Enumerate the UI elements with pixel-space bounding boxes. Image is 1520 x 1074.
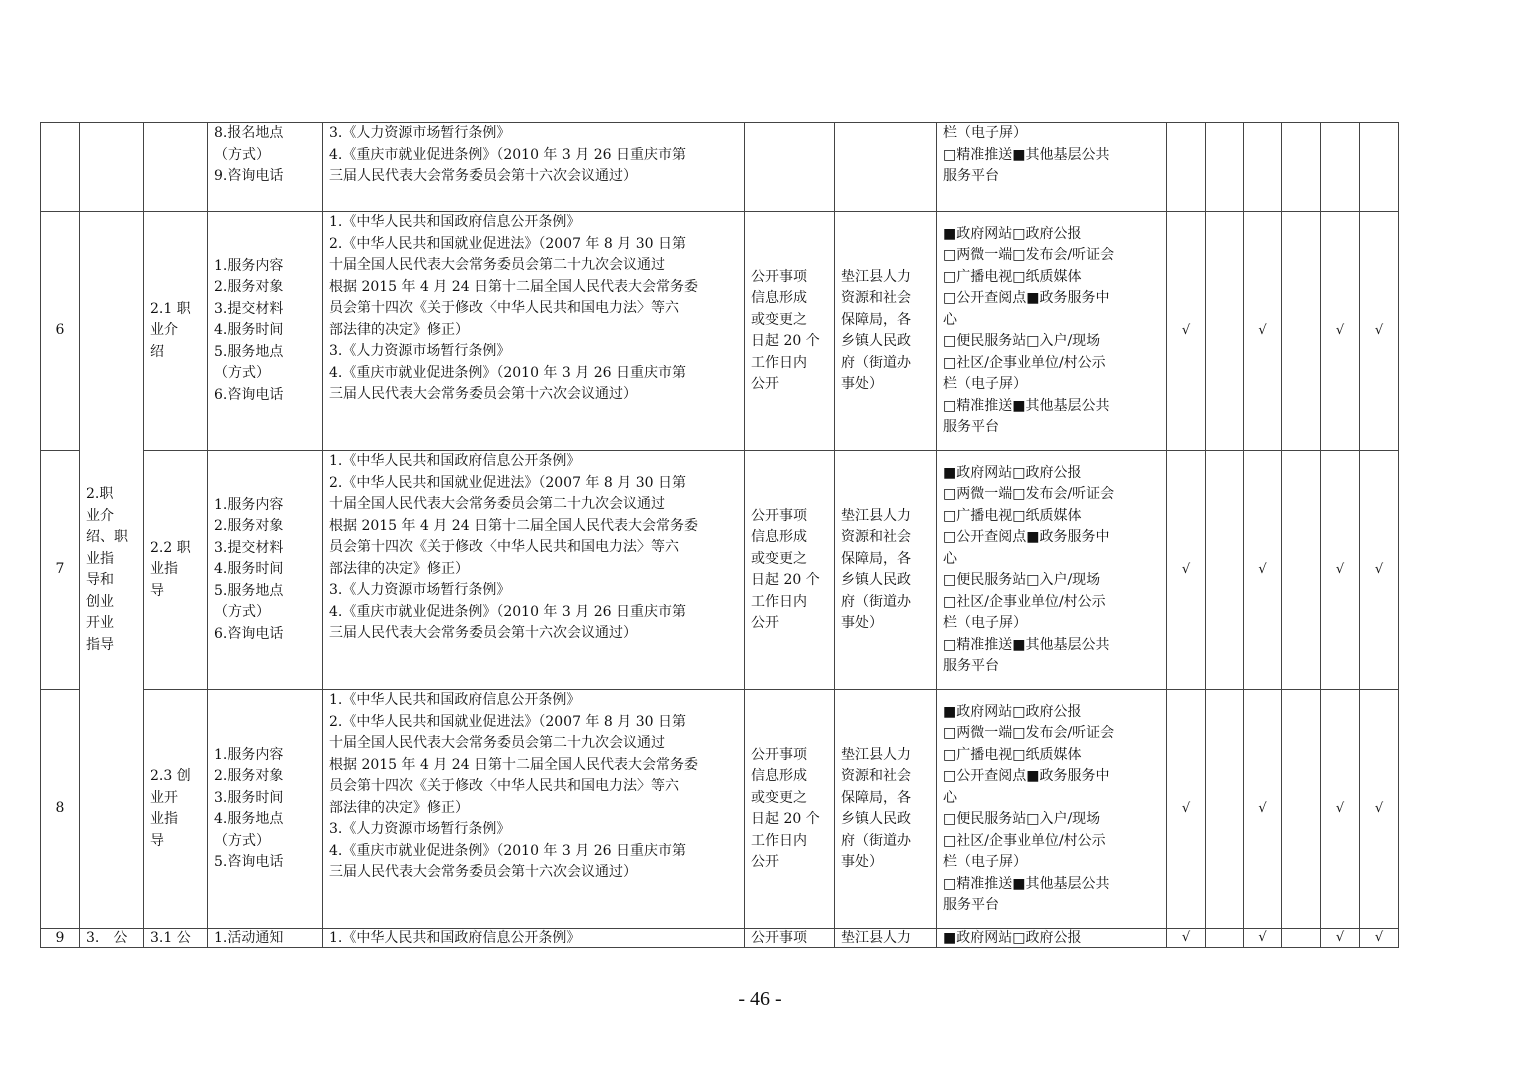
table-row [41, 451, 1399, 690]
row-number-cell [41, 123, 80, 212]
time-limit-cell: 公开事项 信息形成 或变更之 日起 20 个 工作日内 公开 [745, 690, 835, 929]
mark-cell [1282, 451, 1321, 690]
mark-cell: √ [1360, 451, 1399, 690]
mark-cell [1282, 929, 1321, 948]
mark-cell [1206, 451, 1244, 690]
subject-cell: 垫江县人力 资源和社会 保障局，各 乡镇人民政 府（街道办 事处） [835, 212, 937, 451]
mark-cell: √ [1321, 929, 1360, 948]
time-limit-cell: 公开事项 [745, 929, 835, 948]
time-limit-cell [745, 123, 835, 212]
mark-cell [1360, 123, 1399, 212]
mark-cell: √ [1244, 451, 1282, 690]
mark-cell: √ [1360, 929, 1399, 948]
subject-cell: 垫江县人力 资源和社会 保障局，各 乡镇人民政 府（街道办 事处） [835, 690, 937, 929]
category-cell [80, 123, 144, 212]
table-row [41, 123, 1399, 212]
mark-cell [1282, 123, 1321, 212]
mark-cell [1282, 690, 1321, 929]
basis-cell: 1.《中华人民共和国政府信息公开条例》 2.《中华人民共和国就业促进法》（2007 年 8 月 30 日第 十届全国人民代表大会常务委员会第二十九次会议通过 根据 2015 年 4 月 24 日第十二届全国人民代表大会常务委 员会第十四次《关于修改〈中华人民共和国电力法〉等六 部法律的决定》修正） 3.《人力资源市场暂行条例》 4.《重庆市就业促进条例》（2010 年 3 月 26 日重庆市第 三届人民代表大会常务委员会第十六次会议通过） [323, 212, 745, 451]
mark-cell: √ [1360, 212, 1399, 451]
row-number-cell: 8 [41, 690, 80, 929]
elements-cell: 1.服务内容 2.服务对象 3.提交材料 4.服务时间 5.服务地点 （方式） 6.咨询电话 [208, 212, 323, 451]
mark-cell: √ [1167, 212, 1206, 451]
basis-cell: 3.《人力资源市场暂行条例》 4.《重庆市就业促进条例》（2010 年 3 月 26 日重庆市第 三届人民代表大会常务委员会第十六次会议通过） [323, 123, 745, 212]
basis-cell: 1.《中华人民共和国政府信息公开条例》 2.《中华人民共和国就业促进法》（2007 年 8 月 30 日第 十届全国人民代表大会常务委员会第二十九次会议通过 根据 2015 年 4 月 24 日第十二届全国人民代表大会常务委 员会第十四次《关于修改〈中华人民共和国电力法〉等六 部法律的决定》修正） 3.《人力资源市场暂行条例》 4.《重庆市就业促进条例》（2010 年 3 月 26 日重庆市第 三届人民代表大会常务委员会第十六次会议通过） [323, 451, 745, 690]
time-limit-cell: 公开事项 信息形成 或变更之 日起 20 个 工作日内 公开 [745, 451, 835, 690]
subcategory-cell: 2.3 创 业开 业指 导 [144, 690, 208, 929]
channels-cell: 栏（电子屏） □精准推送■其他基层公共 服务平台 [937, 123, 1167, 212]
basis-cell: 1.《中华人民共和国政府信息公开条例》 2.《中华人民共和国就业促进法》（2007 年 8 月 30 日第 十届全国人民代表大会常务委员会第二十九次会议通过 根据 2015 年 4 月 24 日第十二届全国人民代表大会常务委 员会第十四次《关于修改〈中华人民共和国电力法〉等六 部法律的决定》修正） 3.《人力资源市场暂行条例》 4.《重庆市就业促进条例》（2010 年 3 月 26 日重庆市第 三届人民代表大会常务委员会第十六次会议通过） [323, 690, 745, 929]
mark-cell: √ [1244, 690, 1282, 929]
category-cell: 2.职 业介 绍、职 业指 导和 创业 开业 指导 [80, 212, 144, 929]
mark-cell: √ [1167, 929, 1206, 948]
mark-cell: √ [1244, 929, 1282, 948]
subject-cell: 垫江县人力 [835, 929, 937, 948]
elements-cell: 1.服务内容 2.服务对象 3.服务时间 4.服务地点 （方式） 5.咨询电话 [208, 690, 323, 929]
channels-cell: ■政府网站□政府公报 □两微一端□发布会/听证会 □广播电视□纸质媒体 □公开查阅点■政务服务中 心 □便民服务站□入户/现场 □社区/企事业单位/村公示 栏（电子屏） □精准推送■其他基层公共 服务平台 [937, 690, 1167, 929]
subject-cell: 垫江县人力 资源和社会 保障局，各 乡镇人民政 府（街道办 事处） [835, 451, 937, 690]
row-number-cell: 7 [41, 451, 80, 690]
channels-cell: ■政府网站□政府公报 □两微一端□发布会/听证会 □广播电视□纸质媒体 □公开查阅点■政务服务中 心 □便民服务站□入户/现场 □社区/企事业单位/村公示 栏（电子屏） □精准推送■其他基层公共 服务平台 [937, 451, 1167, 690]
subcategory-cell: 2.1 职 业介 绍 [144, 212, 208, 451]
mark-cell: √ [1321, 212, 1360, 451]
channels-cell: ■政府网站□政府公报 [937, 929, 1167, 948]
subcategory-cell [144, 123, 208, 212]
subcategory-cell: 2.2 职 业指 导 [144, 451, 208, 690]
mark-cell [1321, 123, 1360, 212]
elements-cell: 1.活动通知 [208, 929, 323, 948]
mark-cell [1167, 123, 1206, 212]
mark-cell [1282, 212, 1321, 451]
mark-cell [1206, 929, 1244, 948]
channels-cell: ■政府网站□政府公报 □两微一端□发布会/听证会 □广播电视□纸质媒体 □公开查阅点■政务服务中 心 □便民服务站□入户/现场 □社区/企事业单位/村公示 栏（电子屏） □精准推送■其他基层公共 服务平台 [937, 212, 1167, 451]
elements-cell: 8.报名地点 （方式） 9.咨询电话 [208, 123, 323, 212]
row-number-cell: 9 [41, 929, 80, 948]
mark-cell: √ [1244, 212, 1282, 451]
mark-cell: √ [1167, 451, 1206, 690]
subcategory-cell: 3.1 公 [144, 929, 208, 948]
subject-cell [835, 123, 937, 212]
table-row [41, 929, 1399, 948]
mark-cell [1206, 212, 1244, 451]
time-limit-cell: 公开事项 信息形成 或变更之 日起 20 个 工作日内 公开 [745, 212, 835, 451]
mark-cell: √ [1167, 690, 1206, 929]
category-cell: 3. 公 [80, 929, 144, 948]
mark-cell [1244, 123, 1282, 212]
mark-cell: √ [1321, 451, 1360, 690]
table-row [41, 212, 1399, 451]
mark-cell [1206, 690, 1244, 929]
disclosure-table [40, 122, 1399, 948]
basis-cell: 1.《中华人民共和国政府信息公开条例》 [323, 929, 745, 948]
row-number-cell: 6 [41, 212, 80, 451]
mark-cell [1206, 123, 1244, 212]
table-row [41, 690, 1399, 929]
mark-cell: √ [1321, 690, 1360, 929]
mark-cell: √ [1360, 690, 1399, 929]
page-number: - 46 - [738, 988, 782, 1010]
elements-cell: 1.服务内容 2.服务对象 3.提交材料 4.服务时间 5.服务地点 （方式） 6.咨询电话 [208, 451, 323, 690]
